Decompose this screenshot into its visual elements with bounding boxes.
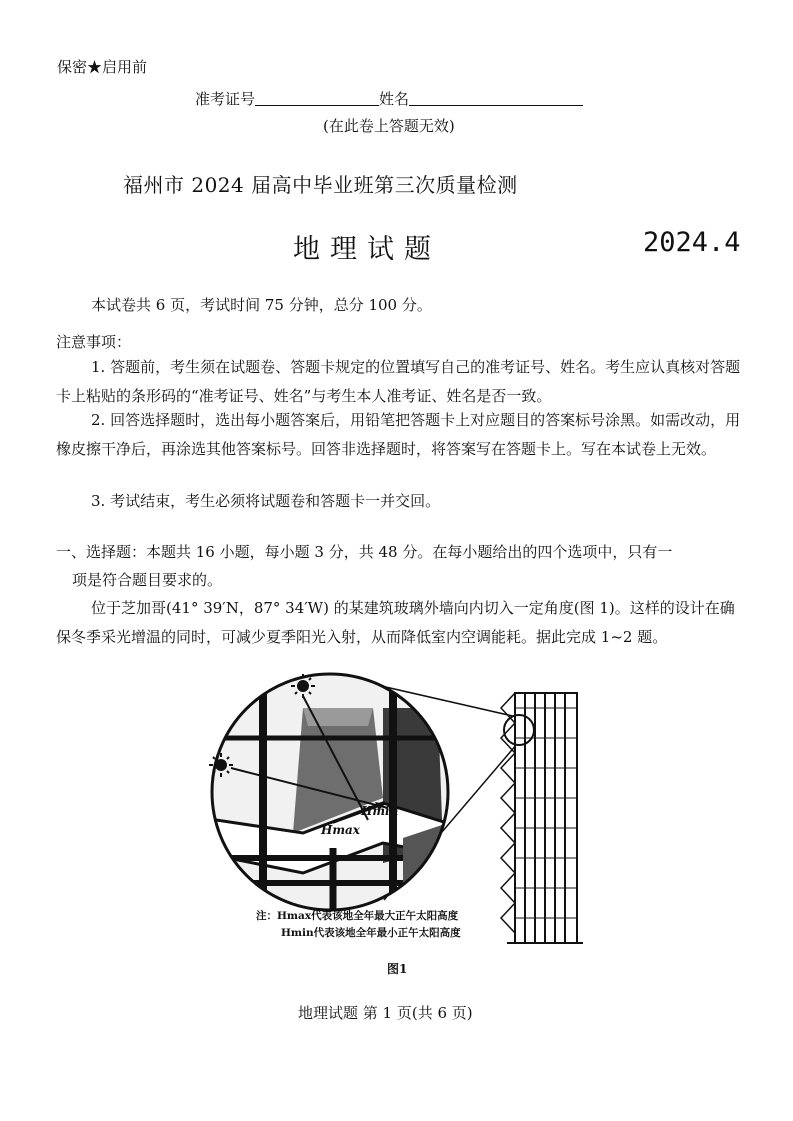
subject-title: 地理试题: [293, 234, 441, 265]
exam-id-blank: [255, 90, 379, 106]
hmax-label: Hmax: [321, 823, 360, 837]
figure-note: [256, 908, 461, 942]
figure-note-line: Hmin代表该地全年最小正午太阳高度: [281, 927, 461, 939]
magnified-detail: [203, 668, 463, 928]
section-heading-cont: 项是符合题目要求的。: [72, 571, 223, 589]
question-stem: 位于芝加哥(41° 39′N，87° 34′W) 的某建筑玻璃外墙向内切入一定角度(图 1)。这样的设计在确保冬季采光增温的同时，可减少夏季阳光入射，从而降低室内空调能耗。据此完成 1~2 题。: [56, 599, 735, 646]
exam-id-label: 准考证号: [195, 90, 256, 108]
name-blank: [409, 90, 583, 106]
exam-intro: 本试卷共 6 页，考试时间 75 分钟，总分 100 分。: [91, 296, 432, 314]
figure-note-line: Hmax代表该地全年最大正午太阳高度: [277, 910, 459, 922]
building-facade: [501, 693, 583, 943]
notice-item: 2. 回答选择题时，选出每小题答案后，用铅笔把答题卡上对应题目的答案标号涂黑。如需改动，用橡皮擦干净后，再涂选其他答案标号。回答非选择题时，将答案写在答题卡上。写在本试卷上无效。: [56, 411, 741, 458]
exam-title: 福州市 2024 届高中毕业班第三次质量检测: [123, 173, 518, 197]
exam-date: 2024.4: [643, 227, 741, 258]
figure-caption: 图1: [387, 962, 408, 976]
page-footer: 地理试题 第 1 页(共 6 页): [298, 1004, 473, 1022]
notice-item: 3. 考试结束，考生必须将试题卷和答题卡一并交回。: [91, 492, 441, 510]
notice-heading: 注意事项：: [56, 333, 132, 351]
figure-note-prefix: 注：: [256, 910, 277, 922]
section-heading: 一、选择题：本题共 16 小题，每小题 3 分，共 48 分。在每小题给出的四个选项中，只有一: [56, 543, 673, 561]
name-label: 姓名: [379, 90, 410, 108]
confidential-mark: 保密★启用前: [57, 58, 148, 76]
candidate-info-line: [195, 88, 583, 109]
invalid-answer-note: (在此卷上答题无效): [323, 117, 455, 135]
notice-item: 1. 答题前，考生须在试题卷、答题卡规定的位置填写自己的准考证号、姓名。考生应认真核对答题卡上粘贴的条形码的“准考证号、姓名”与考生本人准考证、姓名是否一致。: [56, 358, 741, 405]
hmin-label: Hmin: [361, 804, 399, 818]
